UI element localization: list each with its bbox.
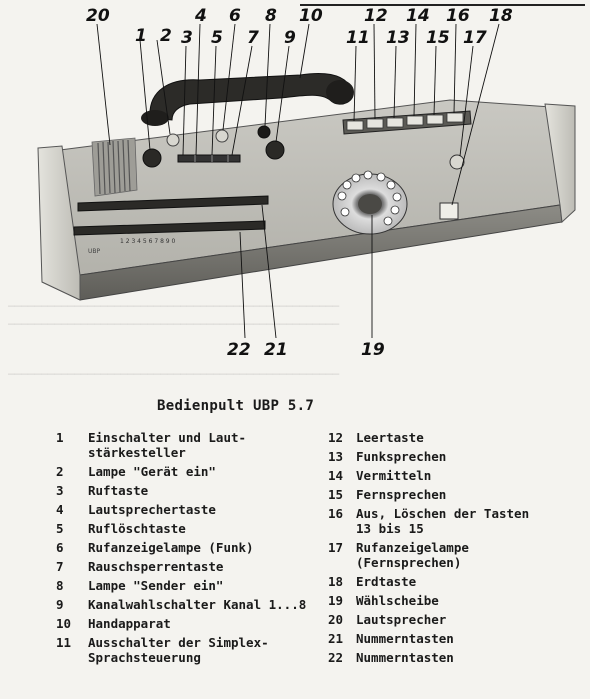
legend-number: 5 <box>56 521 64 536</box>
legend-description: Handapparat <box>88 616 171 631</box>
callout-9: 9 <box>284 28 296 48</box>
legend-number: 18 <box>328 574 344 589</box>
legend-item <box>50 578 320 593</box>
loudspeaker-grille <box>92 138 137 196</box>
callout-1: 1 <box>135 26 147 46</box>
number-keys-labels <box>120 238 176 245</box>
callout-2: 2 <box>160 26 172 46</box>
legend-item <box>320 631 580 646</box>
channel-selector-knob <box>266 141 284 159</box>
callout-11: 11 <box>346 28 370 48</box>
legend-description: Rufanzeigelampe (Funk) <box>88 540 254 555</box>
legend-item <box>320 593 580 608</box>
legend-item <box>50 616 320 631</box>
handset <box>150 74 353 120</box>
callout-5: 5 <box>211 28 223 48</box>
callout-14: 14 <box>406 6 430 26</box>
earth-key <box>440 203 458 219</box>
legend-item <box>50 502 320 517</box>
legend-number: 12 <box>328 430 344 445</box>
legend-number: 17 <box>328 540 344 555</box>
legend-description: Ausschalter der Simplex- Sprachsteuerung <box>88 635 269 665</box>
legend-description: Nummerntasten <box>356 650 454 665</box>
legend-description: Ruflöschtaste <box>88 521 186 536</box>
legend-number: 13 <box>328 449 344 464</box>
legend-item <box>50 559 320 574</box>
legend-item <box>50 483 320 498</box>
figure-caption: Bedienpult UBP 5.7 <box>157 398 315 414</box>
radio-call-lamp <box>216 130 228 142</box>
callout-12: 12 <box>364 6 388 26</box>
legend-description: Kanalwahlschalter Kanal 1...8 <box>88 597 307 612</box>
legend-item <box>50 540 320 555</box>
legend-item <box>50 521 320 536</box>
callout-17: 17 <box>463 28 487 48</box>
legend-number: 9 <box>56 597 64 612</box>
legend-description: Funksprechen <box>356 449 447 464</box>
legend-number: 11 <box>56 635 72 650</box>
legend-item <box>50 597 320 612</box>
legend-number: 19 <box>328 593 344 608</box>
legend-description: Erdtaste <box>356 574 417 589</box>
callout-20: 20 <box>86 6 110 26</box>
legend-number: 15 <box>328 487 344 502</box>
legend-item <box>320 612 580 627</box>
legend-description: Rufanzeigelampe (Fernsprechen) <box>356 540 469 570</box>
legend-description: Nummerntasten <box>356 631 454 646</box>
legend-number: 16 <box>328 506 344 521</box>
callout-15: 15 <box>426 28 450 48</box>
transmitter-lamp <box>258 126 270 138</box>
legend-item <box>320 449 580 464</box>
callout-4: 4 <box>195 6 207 26</box>
power-lamp <box>167 134 179 146</box>
legend-number: 14 <box>328 468 344 483</box>
legend-number: 6 <box>56 540 64 555</box>
legend-number: 21 <box>328 631 344 646</box>
legend-description: Lampe "Sender ein" <box>88 578 224 593</box>
legend-description: Fernsprechen <box>356 487 447 502</box>
legend-item <box>50 430 320 460</box>
legend-number: 8 <box>56 578 64 593</box>
callout-6: 6 <box>229 6 241 26</box>
legend-number: 7 <box>56 559 64 574</box>
callout-19: 19 <box>361 340 385 360</box>
legend-number: 10 <box>56 616 72 631</box>
callout-18: 18 <box>489 6 513 26</box>
handset-mouthpiece <box>326 80 354 104</box>
legend-item <box>320 430 580 445</box>
handset-earpiece <box>141 110 169 126</box>
legend-item <box>320 468 580 483</box>
legend-description: Ruftaste <box>88 483 149 498</box>
legend-description: Leertaste <box>356 430 424 445</box>
legend-item <box>50 635 320 665</box>
legend-description: Lampe "Gerät ein" <box>88 464 216 479</box>
legend-number: 2 <box>56 464 64 479</box>
legend-item <box>320 487 580 502</box>
legend-item <box>50 464 320 479</box>
legend-description: Aus, Löschen der Tasten 13 bis 15 <box>356 506 530 536</box>
callout-7: 7 <box>247 28 259 48</box>
legend-right <box>320 430 580 669</box>
legend-description: Lautsprecher <box>356 612 447 627</box>
legend-left <box>50 430 320 669</box>
legend-item <box>320 506 580 536</box>
callout-8: 8 <box>265 6 277 26</box>
bleed-through-text: ────────────────────────────────────────────────── <box>8 300 340 313</box>
callout-10: 10 <box>299 6 323 26</box>
callout-22: 22 <box>227 340 251 360</box>
legend-description: Rauschsperrentaste <box>88 559 224 574</box>
svg-text:1 2 3 4 5 6 7 8 9 0: 1 2 3 4 5 6 7 8 9 0 <box>120 238 176 245</box>
volume-knob <box>143 149 161 167</box>
legend-item <box>320 540 580 570</box>
console-nameplate: UBP <box>88 248 101 255</box>
callout-21: 21 <box>264 340 288 360</box>
callout-13: 13 <box>386 28 410 48</box>
callout-3: 3 <box>181 28 193 48</box>
legend-number: 20 <box>328 612 344 627</box>
legend-description: Vermitteln <box>356 468 432 483</box>
legend-description: Lautsprechertaste <box>88 502 216 517</box>
legend-number: 3 <box>56 483 64 498</box>
legend-description: Wählscheibe <box>356 593 439 608</box>
bleed-through-text: ────────────────────────────────────────────────── <box>8 368 340 381</box>
function-keys <box>178 155 240 162</box>
legend-description: Einschalter und Laut- stärkesteller <box>88 430 247 460</box>
legend-number: 22 <box>328 650 344 665</box>
legend-item <box>320 574 580 589</box>
legend-item <box>320 650 580 665</box>
legend-number: 1 <box>56 430 64 445</box>
callout-16: 16 <box>446 6 470 26</box>
legend-number: 4 <box>56 502 64 517</box>
bleed-through-text: ────────────────────────────────────────────────── <box>8 318 340 331</box>
